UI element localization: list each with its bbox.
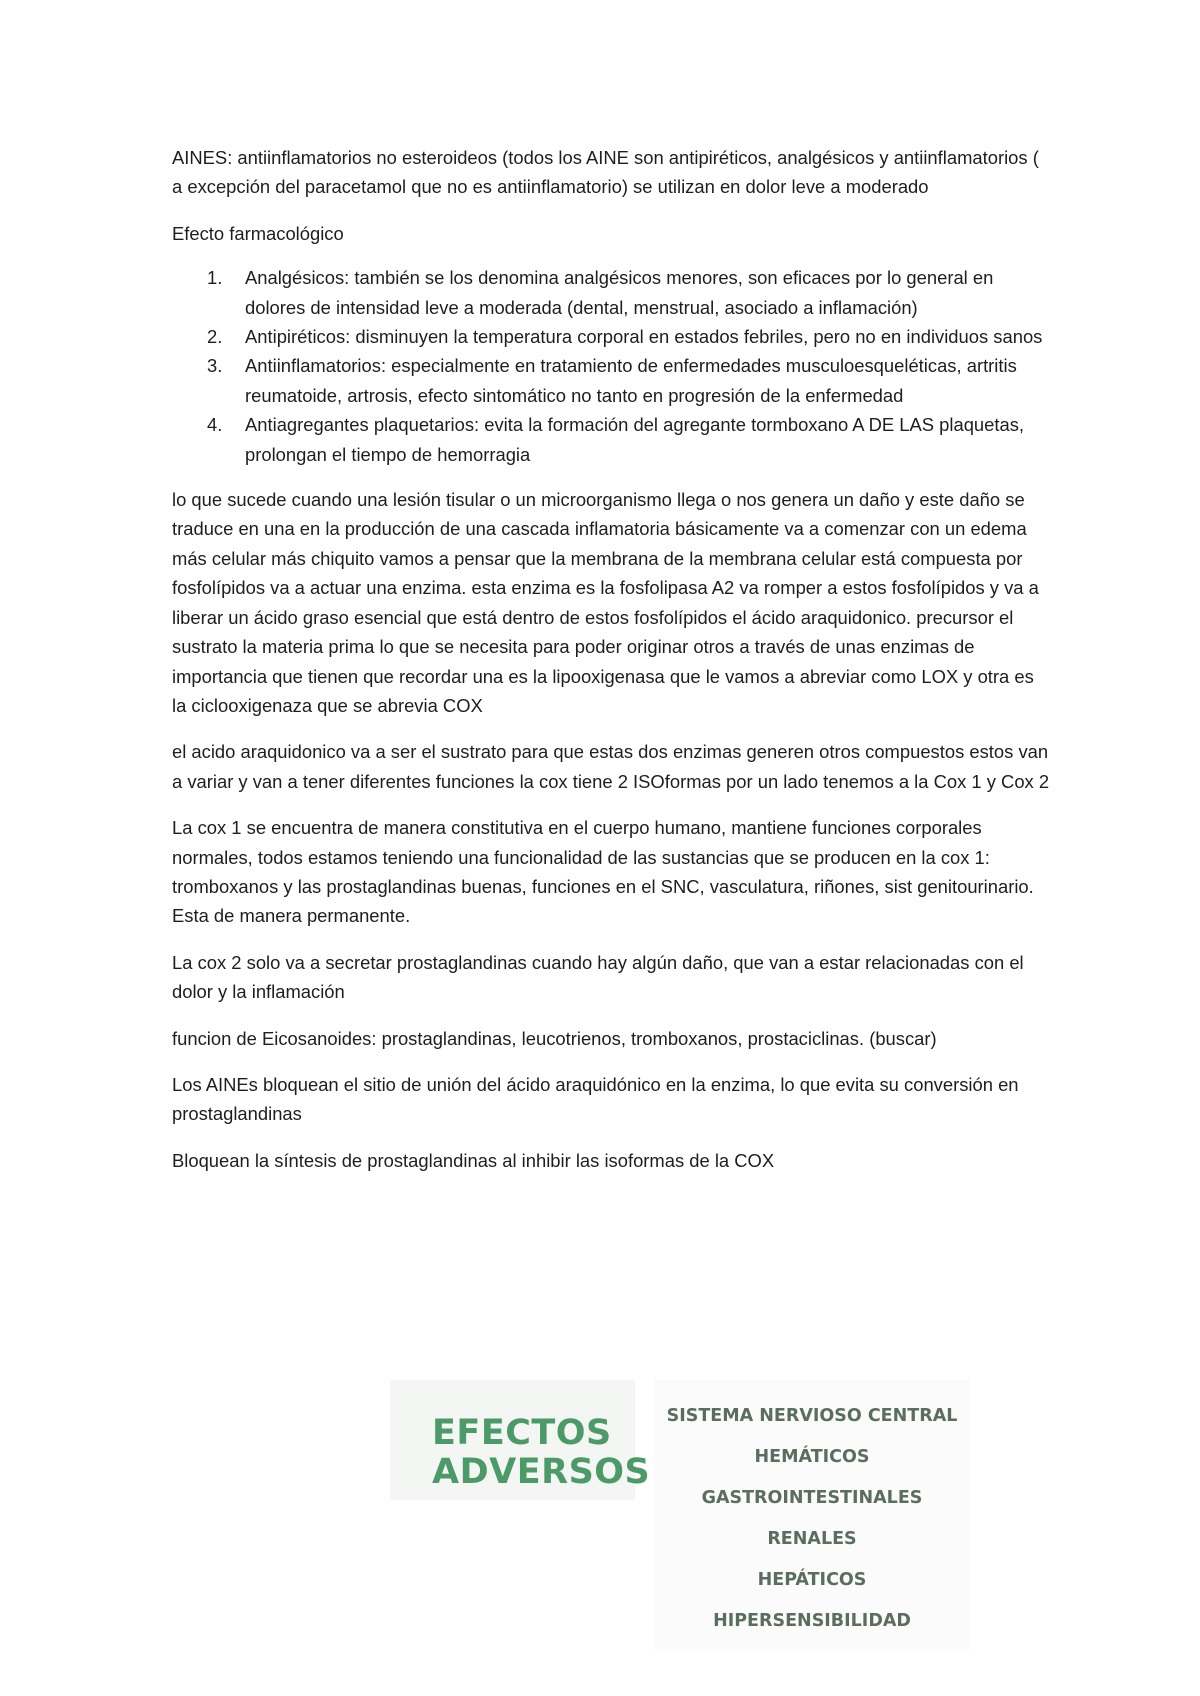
adverse-effects-list: [654, 1396, 970, 1642]
list-item-number: 3.: [207, 355, 223, 377]
adverse-title-panel: [390, 1380, 651, 1500]
adverse-item: SISTEMA NERVIOSO CENTRAL: [666, 1406, 958, 1426]
body-paragraph: La cox 1 se encuentra de manera constitutiva en el cuerpo humano, mantiene funciones corporales normales, todos estamos teniendo una funcionalidad de las sustancias que se producen en la cox 1: tromboxanos y las prostaglandinas buenas, funciones en el SNC, vasculatura, riñones, sist genitourinario. Esta de manera permanente.: [172, 817, 1034, 927]
list-item-text: Antiagregantes plaquetarios: evita la formación del agregante tormboxano A DE LAS plaquetas, prolongan el tiempo de hemorragia: [245, 414, 1025, 465]
effects-heading: Efecto farmacológico: [172, 222, 344, 244]
document-body: [172, 143, 1052, 1192]
body-paragraph: Bloquean la síntesis de prostaglandinas al inhibir las isoformas de la COX: [172, 1149, 775, 1171]
intro-paragraph: AINES: antiinflamatorios no esteroideos (todos los AINE son antipiréticos, analgésicos y antiinflamatorios ( a excepción del paracetamol que no es antiinflamatorio) se utilizan en dolor leve a moderado: [172, 147, 1039, 198]
body-paragraph: Los AINEs bloquean el sitio de unión del ácido araquidónico en la enzima, lo que evita su conversión en prostaglandinas: [172, 1073, 1019, 1125]
list-item: [172, 351, 1052, 410]
list-item: [172, 410, 1052, 469]
list-item-text: Antipiréticos: disminuyen la temperatura corporal en estados febriles, pero no en individuos sanos: [245, 326, 1043, 348]
body-paragraph: lo que sucede cuando una lesión tisular o un microorganismo llega o nos genera un daño y este daño se traduce en una en la producción de una cascada inflamatoria básicamente va a comenzar con un edema más celular más chiquito vamos a pensar que la membrana de la membrana celular está compuesta por fosfolípidos va a actuar una enzima. esta enzima es la fosfolipasa A2 va romper a estos fosfolípidos y va a liberar un ácido graso esencial que está dentro de estos fosfolípidos el ácido araquidonico. precursor el sustrato la materia prima lo que se necesita para poder originar otros a través de unas enzimas de importancia que tienen que recordar una es la lipooxigenasa que le vamos a abreviar como LOX y otra es la ciclooxigenaza que se abrevia COX: [172, 489, 1039, 716]
adverse-item: HEPÁTICOS: [757, 1570, 867, 1590]
adverse-title-line: EFECTOS: [432, 1413, 612, 1453]
body-paragraph: funcion de Eicosanoides: prostaglandinas, leucotrienos, tromboxanos, prostaciclinas. (buscar): [172, 1027, 937, 1049]
adverse-item: HIPERSENSIBILIDAD: [713, 1611, 911, 1631]
list-item: [172, 263, 1052, 322]
adverse-title-line: ADVERSOS: [432, 1452, 651, 1492]
adverse-item: RENALES: [767, 1529, 857, 1549]
adverse-item: HEMÁTICOS: [754, 1447, 870, 1467]
list-item-text: Analgésicos: también se los denomina analgésicos menores, son eficaces por lo general en dolores de intensidad leve a moderada (dental, menstrual, asociado a inflamación): [245, 267, 994, 318]
body-paragraph: el acido araquidonico va a ser el sustrato para que estas dos enzimas generen otros compuestos estos van a variar y van a tener diferentes funciones la cox tiene 2 ISOformas por un lado tenemos a la Cox 1 y Cox 2: [172, 741, 1050, 792]
effects-list: [172, 263, 1052, 469]
list-item: [172, 322, 1052, 351]
adverse-effects-figure: [390, 1380, 970, 1650]
list-item-number: 1.: [207, 267, 223, 289]
adverse-item: GASTROINTESTINALES: [701, 1488, 923, 1508]
list-item-number: 2.: [207, 326, 223, 348]
list-item-number: 4.: [207, 414, 223, 436]
adverse-effects-title: [432, 1414, 650, 1492]
list-item-text: Antiinflamatorios: especialmente en tratamiento de enfermedades musculoesqueléticas, artritis reumatoide, artrosis, efecto sintomático no tanto en progresión de la enfermedad: [245, 355, 1017, 406]
body-paragraph: La cox 2 solo va a secretar prostaglandinas cuando hay algún daño, que van a estar relacionadas con el dolor y la inflamación: [172, 951, 1024, 1003]
